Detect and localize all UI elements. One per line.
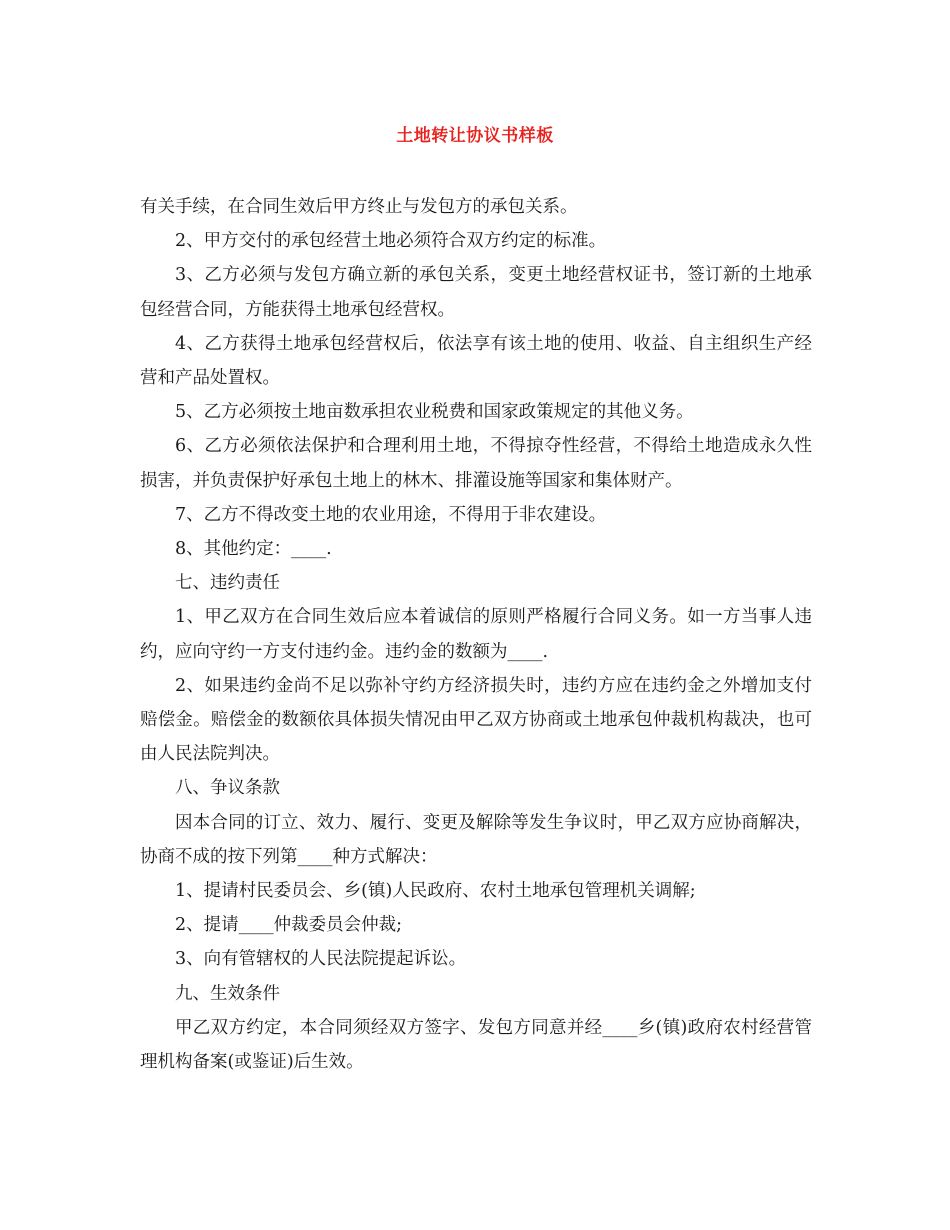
paragraph: 8、其他约定：____.	[175, 539, 332, 560]
section-heading: 七、违约责任	[175, 573, 280, 594]
paragraph: 6、乙方必须依法保护和合理利用土地，不得掠夺性经营，不得给土地造成永久性损害，并负责保护好承包土地上的林木、排灌设施等国家和集体财产。	[140, 436, 812, 491]
paragraph: 因本合同的订立、效力、履行、变更及解除等发生争议时，甲乙双方应协商解决，协商不成的按下列第____种方式解决：	[140, 812, 812, 867]
paragraph: 甲乙双方约定，本合同须经双方签字、发包方同意并经____乡(镇)政府农村经营管理机构备案(或鉴证)后生效。	[140, 1017, 812, 1073]
paragraph: 5、乙方必须按土地亩数承担农业税费和国家政策规定的其他义务。	[175, 402, 694, 423]
section-heading: 九、生效条件	[175, 983, 280, 1004]
document-title: 土地转让协议书样板	[396, 126, 554, 146]
paragraph: 3、向有管辖权的人民法院提起诉讼。	[175, 949, 467, 970]
paragraph: 7、乙方不得改变土地的农业用途，不得用于非农建设。	[175, 504, 607, 525]
paragraph: 2、提请____仲裁委员会仲裁;	[175, 915, 403, 936]
paragraph: 有关手续，在合同生效后甲方终止与发包方的承包关系。	[140, 197, 578, 217]
paragraph: 1、提请村民委员会、乡(镇)人民政府、农村土地承包管理机关调解;	[175, 881, 696, 902]
paragraph: 2、甲方交付的承包经营土地必须符合双方约定的标准。	[175, 231, 607, 252]
paragraph: 1、甲乙双方在合同生效后应本着诚信的原则严格履行合同义务。如一方当事人违约，应向守约一方支付违约金。违约金的数额为____.	[140, 607, 812, 662]
paragraph: 3、乙方必须与发包方确立新的承包关系，变更土地经营权证书，签订新的土地承包经营合同，方能获得土地承包经营权。	[140, 265, 812, 320]
paragraph: 4、乙方获得土地承包经营权后，依法享有该土地的使用、收益、自主组织生产经营和产品处置权。	[140, 333, 812, 389]
section-heading: 八、争议条款	[175, 778, 280, 799]
paragraph: 2、如果违约金尚不足以弥补守约方经济损失时，违约方应在违约金之外增加支付赔偿金。赔偿金的数额依具体损失情况由甲乙双方协商或土地承包仲裁机构裁决，也可由人民法院判决。	[140, 675, 812, 765]
document-body	[140, 190, 812, 1079]
